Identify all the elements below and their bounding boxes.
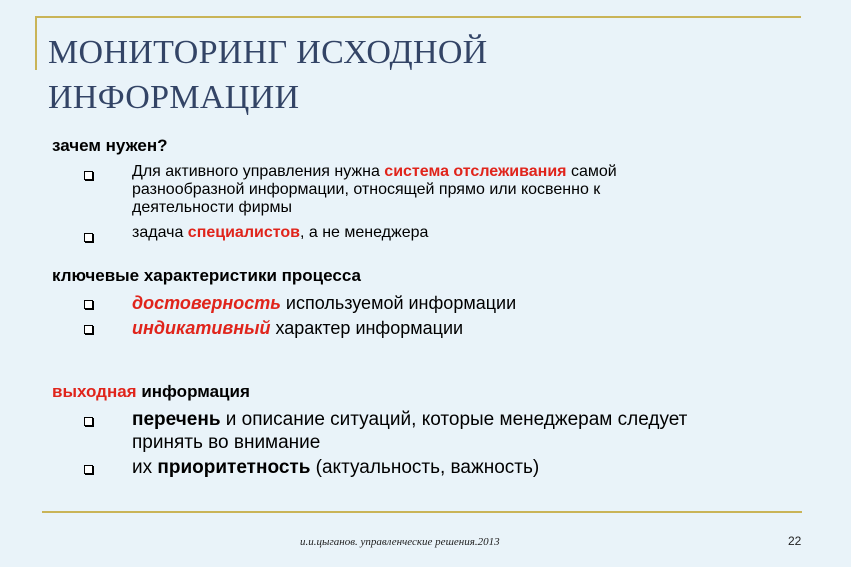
- highlight-text: выходная: [52, 382, 137, 401]
- section2-item2: индикативный характер информации: [132, 318, 464, 338]
- bullet-icon: [84, 325, 93, 334]
- section1-item1-line2: разнообразной информации, относящей прямо или косвенно к: [132, 181, 601, 198]
- footer-divider: [42, 511, 802, 513]
- page-number: 22: [788, 534, 802, 548]
- section3-item2: их приоритетность (актуальность, важность): [132, 457, 540, 478]
- section2-item1: достоверность используемой информации: [132, 293, 517, 313]
- bullet-icon: [84, 300, 93, 309]
- highlight-text: система отслеживания: [384, 163, 567, 180]
- bullet-icon: [84, 171, 93, 180]
- highlight-text: индикативный: [132, 318, 271, 338]
- section3-item1: [132, 408, 687, 454]
- frame-left-line: [35, 16, 37, 70]
- section3-item1-line2: принять во внимание: [132, 432, 321, 453]
- footer-credit: и.и.цыганов. управленческие решения.2013: [300, 536, 500, 548]
- slide-title: [48, 30, 788, 120]
- title-line-1: МОНИТОРИНГ ИСХОДНОЙ: [48, 34, 488, 71]
- section1-item1: [132, 163, 617, 217]
- section1-item1-line1: Для активного управления нужна система отслеживания самой: [132, 163, 617, 180]
- frame-top-line: [35, 16, 801, 18]
- title-line-2: ИНФОРМАЦИИ: [48, 79, 300, 116]
- highlight-text: специалистов: [187, 224, 300, 241]
- section3-heading: выходная информация: [52, 382, 250, 401]
- section1-item2: задача специалистов, а не менеджера: [132, 224, 429, 241]
- section1-item1-line3: деятельности фирмы: [132, 199, 293, 216]
- bullet-icon: [84, 233, 93, 242]
- section3-item1-line1: перечень и описание ситуаций, которые менеджерам следует: [132, 409, 688, 430]
- bullet-icon: [84, 417, 93, 426]
- section1-heading: зачем нужен?: [52, 136, 168, 155]
- bullet-icon: [84, 465, 93, 474]
- section2-heading: ключевые характеристики процесса: [52, 266, 361, 285]
- highlight-text: достоверность: [132, 293, 281, 313]
